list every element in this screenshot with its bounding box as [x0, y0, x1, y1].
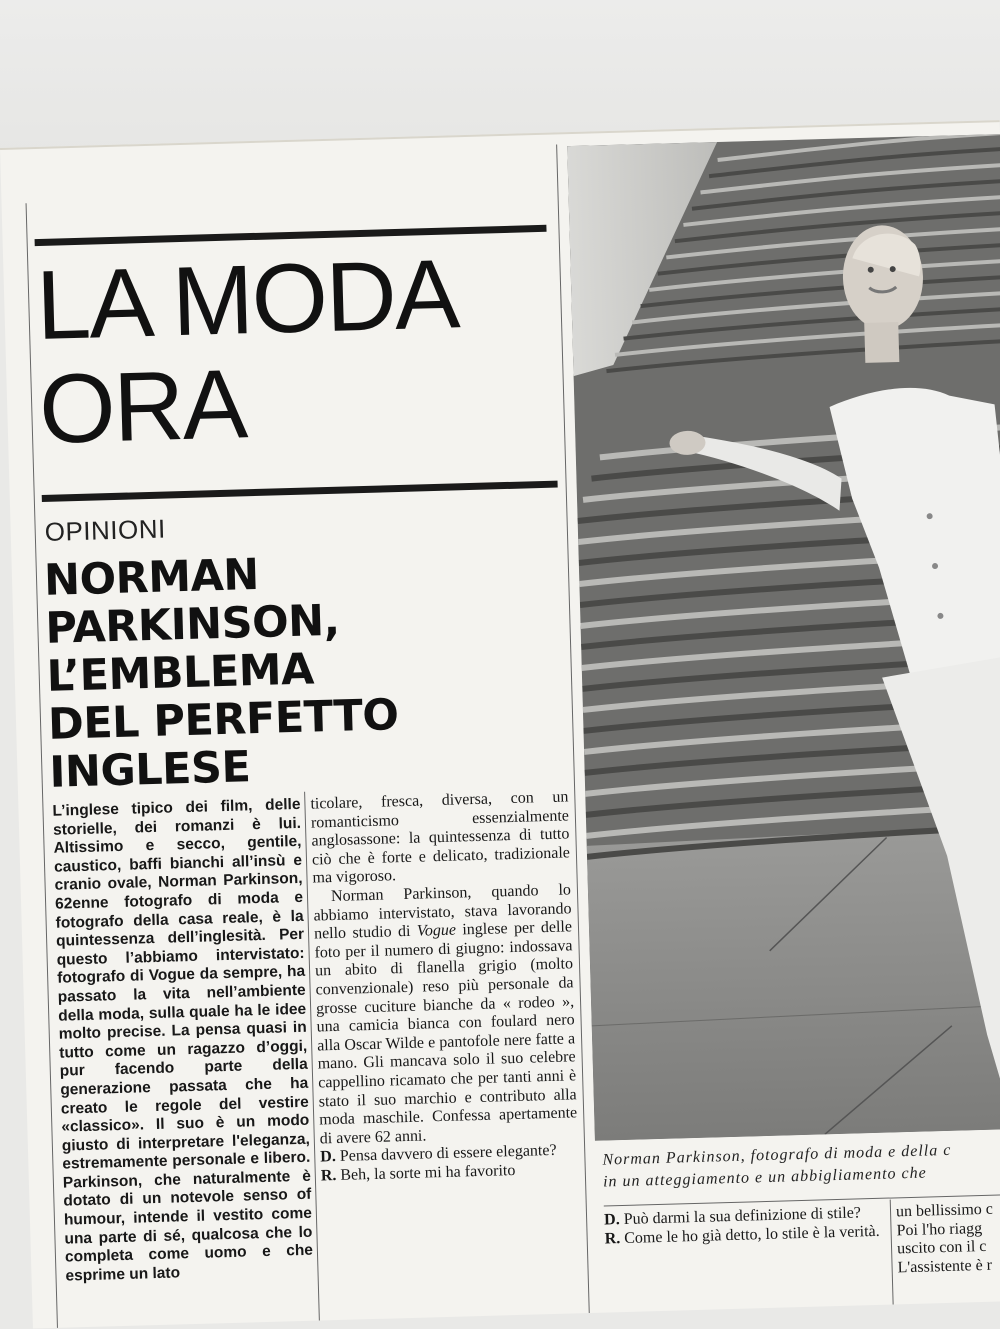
column-4-line-3: uscito con il c: [896, 1238, 987, 1258]
caption-line-1: Norman Parkinson, fotografo di moda e della c: [602, 1141, 952, 1169]
section-title-line-1: LA MODA: [34, 238, 460, 361]
paragraph-interview: [313, 881, 578, 1148]
article-column-3: [604, 1204, 885, 1249]
intro-paragraph: L’inglese tipico dei film, delle storielle, dei romanzi è lui. Altissimo e secco, gentile, caustico, baffi bianchi all’insù e cranio ovale, Norman Parkinson, 62enne fotografo di moda e fotografo della casa reale, è la quintessenza dell’inglesità. Per questo l’abbiamo intervistato: fotografo di Vogue da sempre, ha passato la vita nell’ambiente della moda, sulla quale ha le idee molto precise. La pensa quasi in tutto come un ragazzo d’oggi, pur facendo parte della generazione passata che ha creato le regole del vestire «classico». Il suo è un modo giusto di interpretare l'eleganza, estremamente personale e libero. Parkinson, che naturalmente è dotato di un notevole senso of humour, intende il vestito come una parte di sé, qualcosa che lo completa come uomo e che esprime un lato: [52, 795, 314, 1285]
headline-line-4: DEL PERFETTO: [47, 690, 400, 750]
answer-label: R.: [320, 1166, 337, 1185]
paragraph-continuation: ticolare, fresca, diversa, con un romanticismo essenzialmente anglosassone: la quintessenza di tutto ciò che è forte e delicato, tradizionale ma vigoroso.: [310, 788, 571, 887]
column-divider-3: [890, 1200, 894, 1305]
headline-line-2: PARKINSON,: [44, 595, 341, 654]
staircase-photo-graphic: [567, 133, 1000, 1141]
magazine-name: Vogue: [416, 921, 457, 940]
magazine-page: [0, 120, 1000, 1328]
caption-line-2: in un atteggiamento e un abbigliamento che: [602, 1164, 927, 1191]
photo-caption: [602, 1137, 1000, 1193]
column-4-line-1: un bellissimo c: [895, 1200, 994, 1221]
paragraph-interview-part-1: Norman Parkinson, quando lo abbiamo intervistato, stava lavorando nello studio di: [313, 881, 572, 943]
article-column-2: [310, 788, 579, 1186]
question-label: D.: [320, 1148, 337, 1166]
portrait-photo: [567, 133, 1000, 1141]
headline-line-5: INGLESE: [48, 742, 251, 798]
question-text: Può darmi la sua definizione di stile?: [619, 1204, 862, 1229]
question-text: Pensa davvero di essere elegante?: [335, 1142, 557, 1166]
column-4-line-2: Poi l'ho riagg: [896, 1219, 983, 1239]
column-4-line-4: L'assistente è r: [897, 1256, 993, 1277]
category-label: OPINIONI: [44, 513, 167, 547]
section-title-line-2: ORA: [37, 348, 248, 464]
answer-text: Come le ho già detto, lo stile è la verità.: [620, 1222, 880, 1247]
article-column-1: [52, 796, 313, 1286]
answer-text: Beh, la sorte mi ha favorito: [336, 1161, 516, 1184]
section-title: [34, 238, 462, 464]
headline-line-1: NORMAN: [43, 549, 260, 606]
article-column-4: [896, 1199, 1000, 1278]
answer-label: R.: [604, 1229, 621, 1248]
headline-line-3: L’EMBLEMA: [46, 644, 315, 702]
middle-rule: [42, 481, 558, 502]
article-headline: [43, 547, 400, 797]
question-label: D.: [603, 1211, 620, 1229]
paragraph-interview-part-2: inglese per delle foto per il numero di giugno: indossava un abito di flanella grigio (molto convenzionale) reso più personale da grosse cuciture bianche da « rodeo », una camicia bianca con foulard nero alla Oscar Wilde e pantofole nere fatte a mano. Gli mancava solo il suo celebre cappellino ricamato che per tanti anni è stato il suo marchio e contributo alla moda maschile. Confessa apertamente di avere 62 anni.: [314, 918, 578, 1148]
